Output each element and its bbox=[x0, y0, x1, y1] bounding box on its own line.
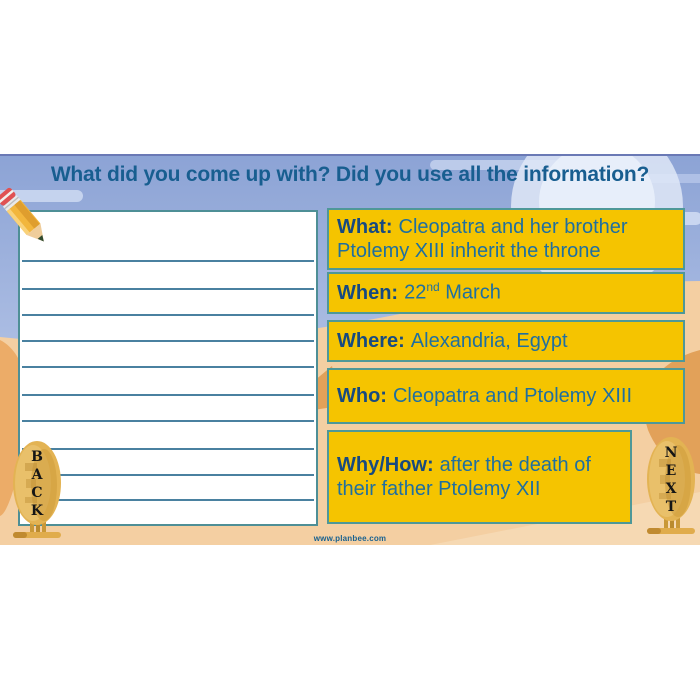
fact-label: What: bbox=[337, 215, 393, 238]
pencil-icon bbox=[0, 186, 62, 258]
back-button[interactable] bbox=[11, 439, 63, 545]
slide-canvas bbox=[0, 154, 700, 545]
rule-line bbox=[22, 474, 314, 476]
fact-text: Cleopatra and her brother Ptolemy XIII inherit the throne bbox=[337, 215, 628, 262]
next-button[interactable] bbox=[645, 435, 697, 541]
fact-box-where bbox=[327, 320, 685, 362]
footer-url: www.planbee.com bbox=[313, 534, 387, 543]
fact-label: When: bbox=[337, 282, 399, 305]
slide-top-border bbox=[0, 154, 700, 156]
fact-box-when bbox=[327, 272, 685, 314]
rule-line bbox=[22, 314, 314, 316]
fact-label: Why/How: bbox=[337, 453, 434, 476]
rule-line bbox=[22, 448, 314, 450]
fact-text: Alexandria, Egypt bbox=[410, 329, 568, 352]
rule-line bbox=[22, 394, 314, 396]
rule-line bbox=[22, 288, 314, 290]
rule-line bbox=[22, 420, 314, 422]
fact-box-who bbox=[327, 368, 685, 424]
page-title: What did you come up with? Did you use all the information? bbox=[50, 163, 650, 186]
fact-text: March bbox=[439, 282, 501, 305]
fact-box-what bbox=[327, 208, 685, 270]
fact-box-why-how bbox=[327, 430, 632, 524]
fact-text: after the death of their father Ptolemy XII bbox=[337, 453, 591, 500]
rule-line bbox=[22, 260, 314, 262]
writing-panel bbox=[18, 210, 318, 526]
next-button-label: NEXT bbox=[663, 445, 679, 517]
rule-line bbox=[22, 340, 314, 342]
rule-line bbox=[22, 499, 314, 501]
fact-text: 22 bbox=[404, 282, 427, 305]
ordinal-suffix: nd bbox=[426, 280, 440, 295]
rule-line bbox=[22, 366, 314, 368]
fact-label: Where: bbox=[337, 329, 405, 352]
fact-text: Cleopatra and Ptolemy XIII bbox=[392, 384, 632, 407]
back-button-label: BACK bbox=[29, 449, 45, 521]
fact-label: Who: bbox=[337, 384, 387, 407]
